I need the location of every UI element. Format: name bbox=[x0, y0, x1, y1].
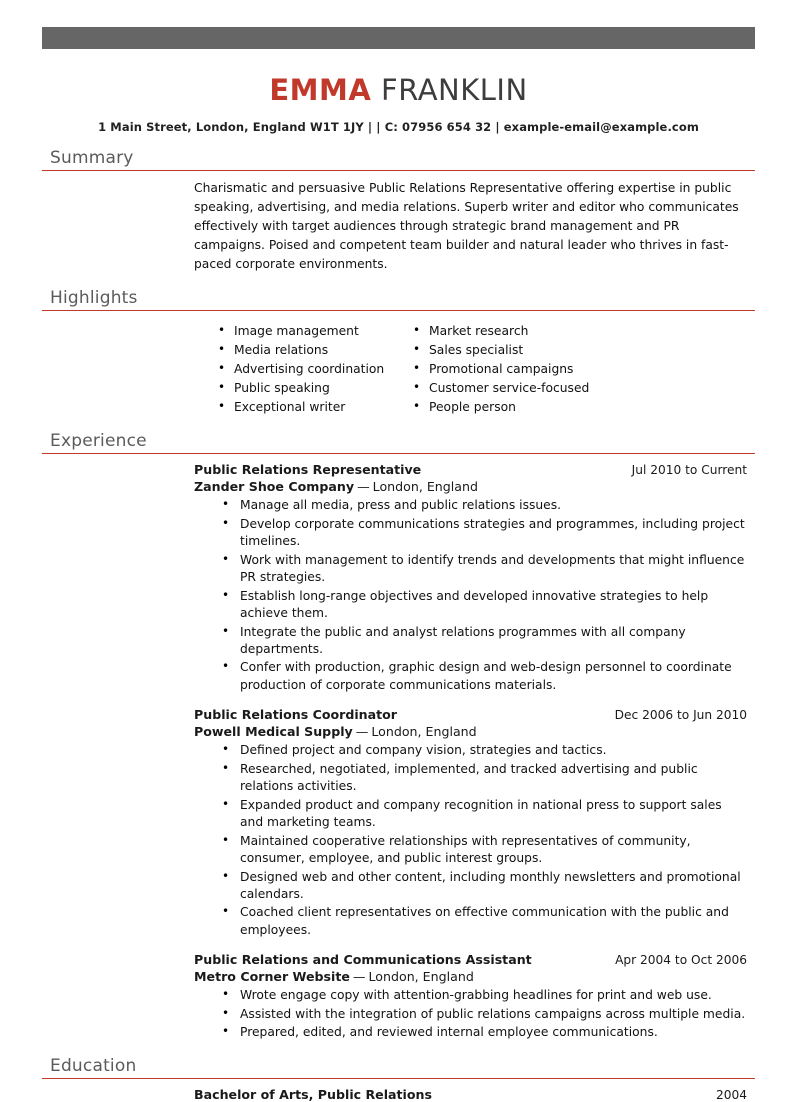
job-location: London, England bbox=[371, 724, 477, 740]
highlights-columns bbox=[42, 319, 755, 417]
list-item: • Customer service-focused bbox=[409, 380, 604, 398]
list-item: • Exceptional writer bbox=[214, 399, 409, 417]
list-item: • Manage all media, press and public relations issues. bbox=[218, 497, 747, 514]
company-name: Zander Shoe Company bbox=[194, 479, 355, 495]
company-name: Powell Medical Supply bbox=[194, 724, 353, 740]
last-name: FRANKLIN bbox=[381, 73, 528, 107]
section-highlights bbox=[42, 288, 755, 417]
list-item: • Market research bbox=[409, 323, 604, 341]
job-title: Public Relations Representative bbox=[194, 462, 422, 478]
education-year: 2004 bbox=[715, 1087, 747, 1102]
education-heading: Education bbox=[50, 1055, 137, 1076]
list-item: • Coached client representatives on effective communication with the public and employees. bbox=[218, 904, 747, 939]
list-item: • Assisted with the integration of public relations campaigns across multiple media. bbox=[218, 1006, 747, 1023]
summary-text: Charismatic and persuasive Public Relations Representative offering expertise in public speaking, advertising, and media relations. Superb writer and editor who communicates effectively with target audiences through strategic brand management and PR campaigns. Poised and competent team builder and natural leader who thrives in fast-paced corporate environments. bbox=[194, 181, 739, 272]
section-experience bbox=[42, 431, 755, 1041]
education-degree: Bachelor of Arts, Public Relations bbox=[194, 1086, 432, 1102]
experience-entry bbox=[42, 462, 755, 694]
first-name: EMMA bbox=[269, 73, 372, 107]
list-item: • Integrate the public and analyst relations programmes with all company departments. bbox=[218, 624, 747, 659]
list-item: • Maintained cooperative relationships with representatives of community, consumer, employee, and public interest groups. bbox=[218, 833, 747, 868]
job-dates: Apr 2004 to Oct 2006 bbox=[615, 953, 747, 968]
list-item: • Develop corporate communications strategies and programmes, including project timelines. bbox=[218, 516, 747, 551]
company-separator: — bbox=[357, 479, 370, 495]
list-item: • People person bbox=[409, 399, 604, 417]
job-header bbox=[194, 462, 747, 477]
list-item: • Prepared, edited, and reviewed internal employee communications. bbox=[218, 1024, 747, 1041]
company-name: Metro Corner Website bbox=[194, 969, 350, 985]
summary-divider bbox=[42, 170, 755, 171]
list-item: • Sales specialist bbox=[409, 342, 604, 360]
candidate-name bbox=[42, 73, 755, 107]
job-bullets bbox=[194, 497, 747, 694]
experience-heading: Experience bbox=[50, 431, 147, 452]
highlights-column-right bbox=[409, 323, 604, 417]
job-location: London, England bbox=[372, 479, 478, 495]
job-title: Public Relations Coordinator bbox=[194, 707, 398, 723]
job-title: Public Relations and Communications Assistant bbox=[194, 952, 532, 968]
list-item: • Wrote engage copy with attention-grabbing headlines for print and web use. bbox=[218, 987, 747, 1004]
section-summary bbox=[42, 148, 755, 274]
list-item: • Public speaking bbox=[214, 380, 409, 398]
highlights-column-left bbox=[214, 323, 409, 417]
job-bullets bbox=[194, 987, 747, 1041]
job-header bbox=[194, 707, 747, 722]
experience-entry bbox=[42, 952, 755, 1041]
job-location: London, England bbox=[368, 969, 474, 985]
education-entry bbox=[42, 1087, 755, 1102]
education-divider bbox=[42, 1078, 755, 1079]
highlights-heading: Highlights bbox=[50, 288, 138, 309]
list-item: • Expanded product and company recognition in national press to support sales and marketing teams. bbox=[218, 797, 747, 832]
summary-body bbox=[42, 179, 755, 274]
summary-heading: Summary bbox=[50, 148, 134, 168]
highlights-divider bbox=[42, 310, 755, 311]
header-bar bbox=[42, 27, 755, 49]
list-item: • Confer with production, graphic design and web-design personnel to coordinate production of corporate communications materials. bbox=[218, 659, 747, 694]
list-item: • Researched, negotiated, implemented, and tracked advertising and public relations activities. bbox=[218, 761, 747, 796]
job-dates: Jul 2010 to Current bbox=[631, 463, 747, 478]
section-education bbox=[42, 1056, 755, 1102]
experience-entry bbox=[42, 707, 755, 939]
resume-content bbox=[42, 49, 755, 1102]
experience-divider bbox=[42, 453, 755, 454]
contact-line: 1 Main Street, London, England W1T 1JY | | C: 07956 654 32 | example-email@example.com bbox=[98, 120, 699, 134]
company-separator: — bbox=[355, 724, 369, 740]
list-item: • Advertising coordination bbox=[214, 361, 409, 379]
list-item: • Defined project and company vision, strategies and tactics. bbox=[218, 742, 747, 759]
job-company bbox=[194, 724, 747, 739]
job-bullets bbox=[194, 742, 747, 939]
list-item: • Image management bbox=[214, 323, 409, 341]
company-separator: — bbox=[352, 969, 366, 985]
job-header bbox=[194, 952, 747, 967]
list-item: • Work with management to identify trends and developments that might influence PR strategies. bbox=[218, 552, 747, 587]
job-dates: Dec 2006 to Jun 2010 bbox=[614, 708, 747, 723]
job-company bbox=[194, 969, 747, 984]
list-item: • Promotional campaigns bbox=[409, 361, 604, 379]
list-item: • Media relations bbox=[214, 342, 409, 360]
list-item: • Establish long-range objectives and developed innovative strategies to help achieve them. bbox=[218, 588, 747, 623]
job-company bbox=[194, 479, 747, 494]
list-item: • Designed web and other content, including monthly newsletters and promotional calendars. bbox=[218, 869, 747, 904]
